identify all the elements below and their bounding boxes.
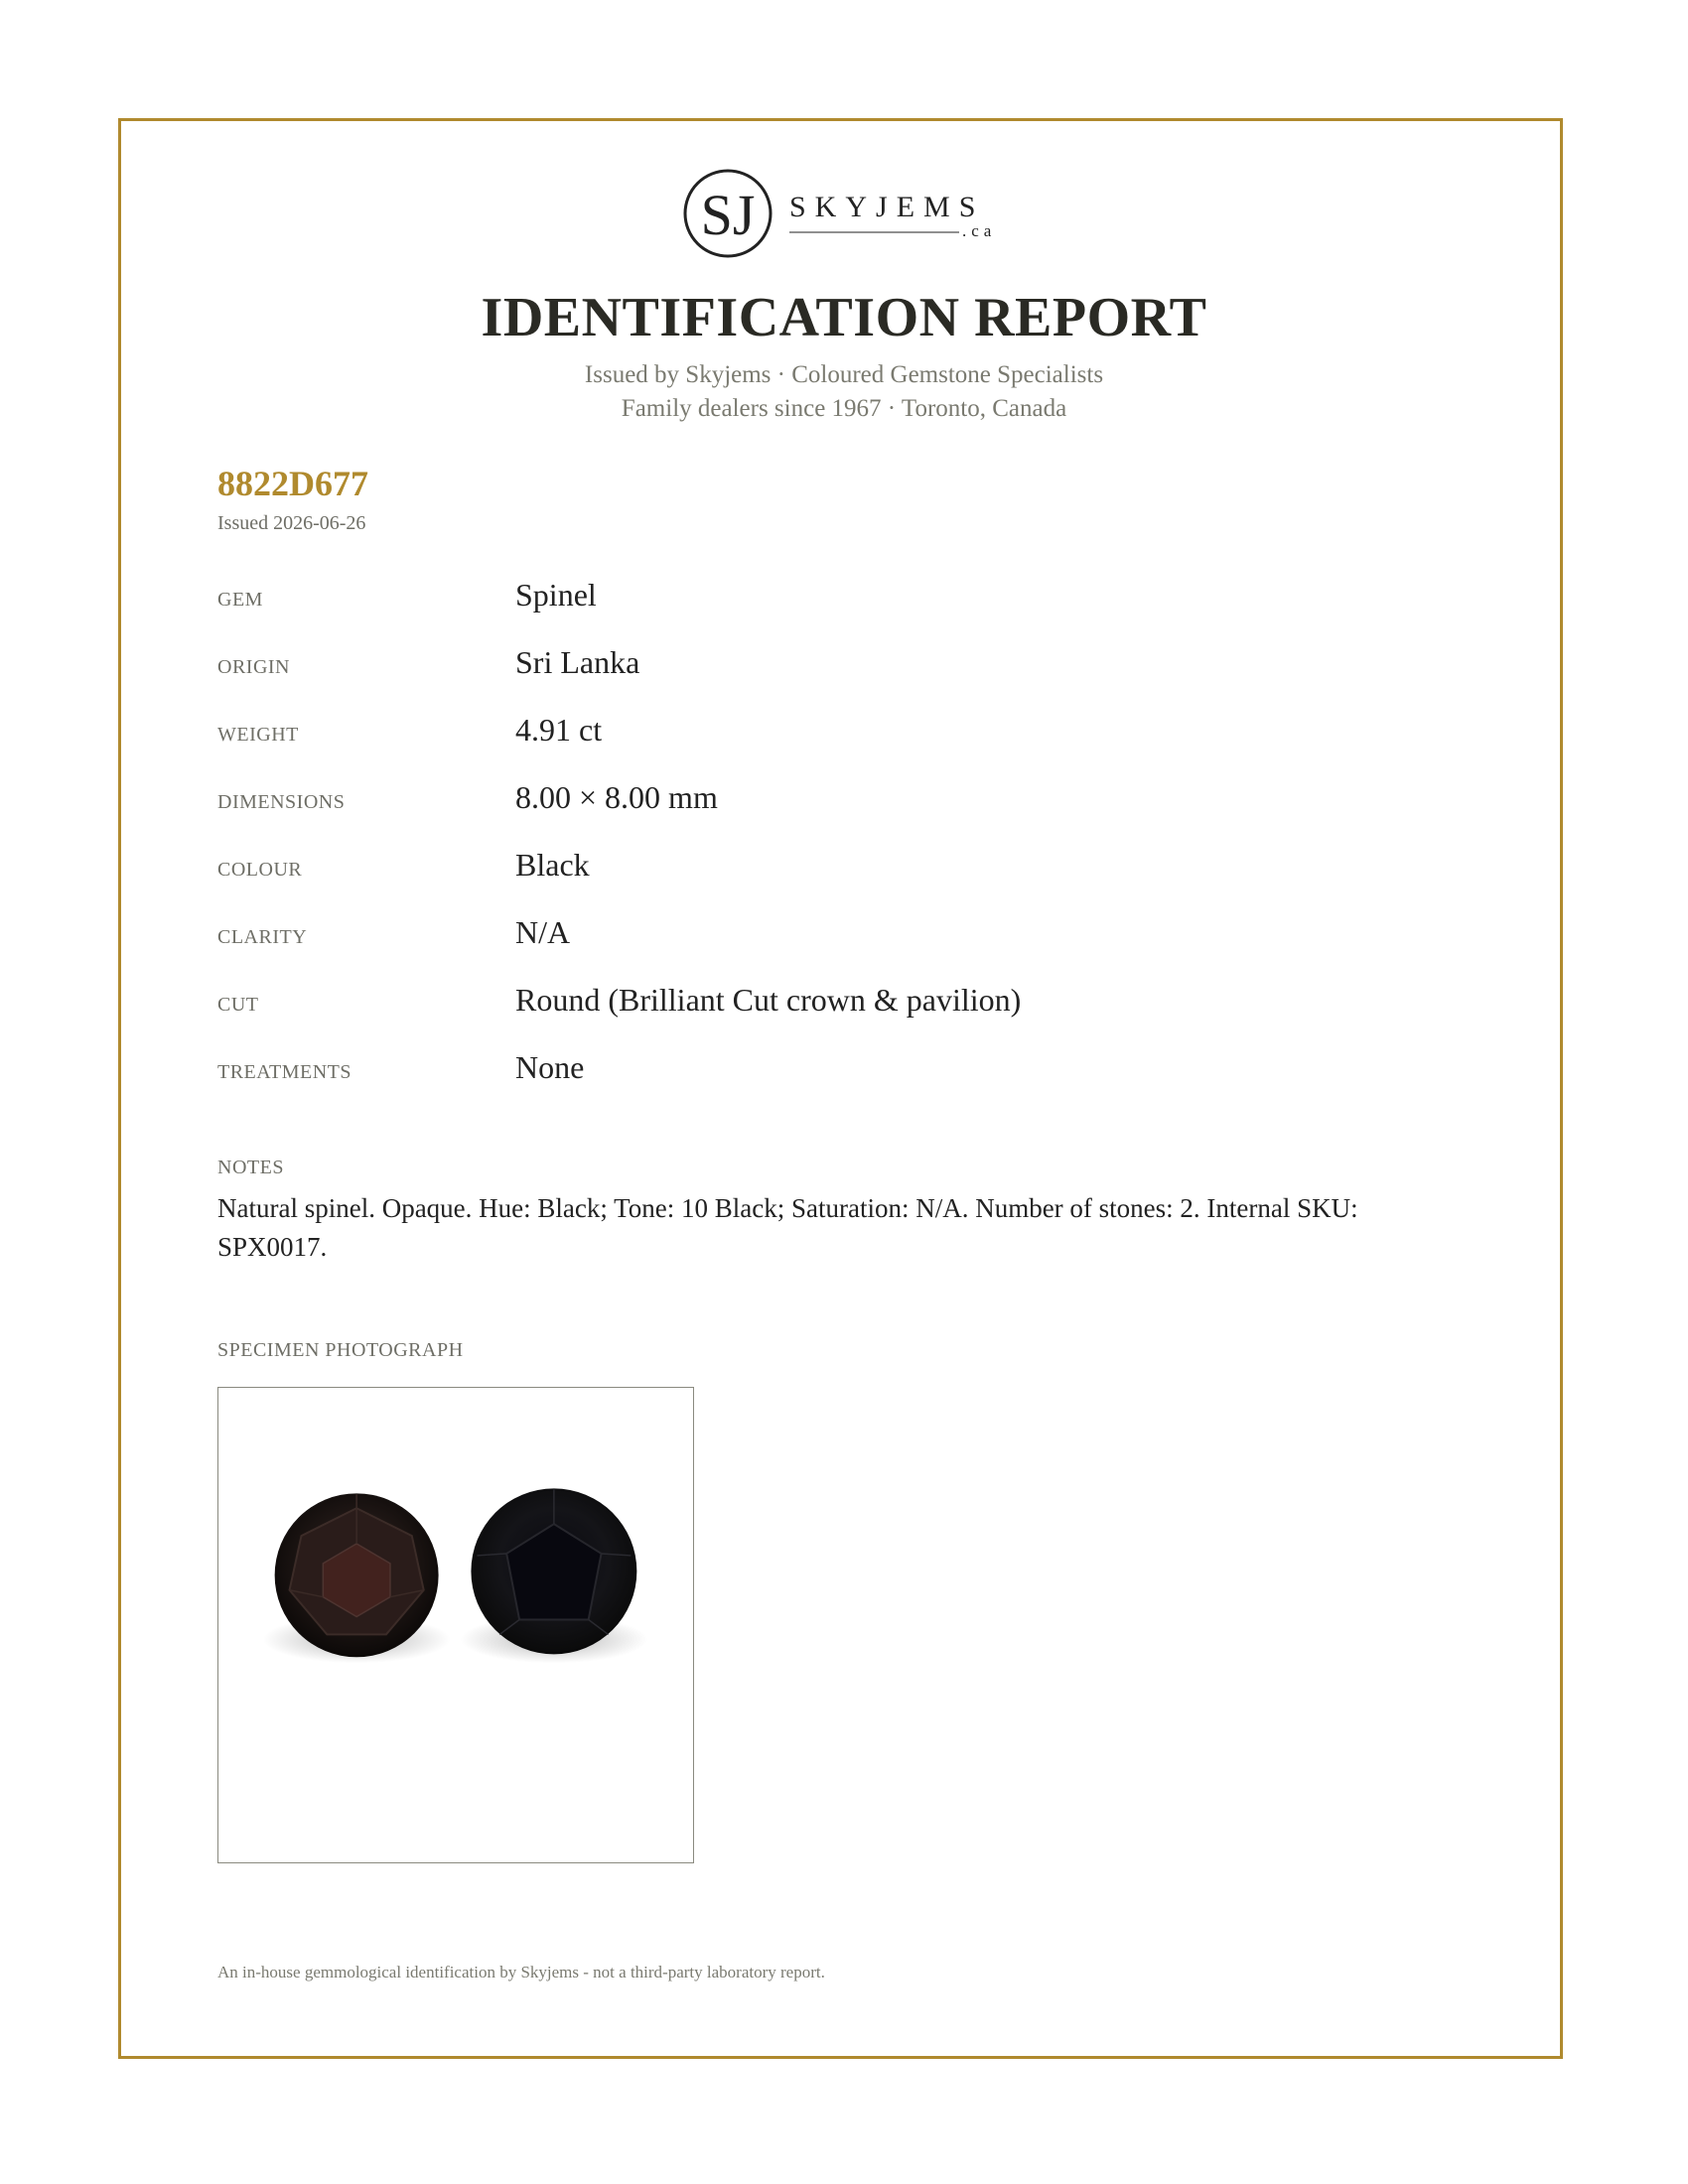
field-label-origin: ORIGIN — [217, 656, 290, 678]
report-id: 8822D677 — [217, 464, 368, 503]
field-value-weight: 4.91 ct — [515, 712, 603, 748]
field-value-origin: Sri Lanka — [515, 644, 640, 680]
field-value-dimensions: 8.00 × 8.00 mm — [515, 779, 718, 815]
report-subtitle-location: Family dealers since 1967 · Toronto, Canada — [621, 395, 1067, 422]
gemstone-left — [263, 1493, 451, 1663]
field-label-gem: GEM — [217, 589, 263, 611]
field-label-treatments: TREATMENTS — [217, 1061, 352, 1083]
photo-label: SPECIMEN PHOTOGRAPH — [217, 1339, 464, 1361]
footer-disclaimer: An in-house gemmological identification by Skyjems - not a third-party laboratory report. — [217, 1963, 825, 1981]
report-title: IDENTIFICATION REPORT — [481, 287, 1207, 348]
gemstone-right — [460, 1488, 647, 1663]
notes-label: NOTES — [217, 1157, 284, 1178]
logo-domain-suffix: .ca — [962, 221, 997, 240]
field-value-treatments: None — [515, 1049, 585, 1085]
specimen-photograph — [217, 1387, 694, 1863]
notes-text: Natural spinel. Opaque. Hue: Black; Tone: 10 Black; Saturation: N/A. Number of stones: 2. Internal SKU: SPX0017. — [217, 1193, 1358, 1262]
skyjems-logo — [683, 164, 1011, 263]
field-label-dimensions: DIMENSIONS — [217, 791, 346, 813]
field-value-cut: Round (Brilliant Cut crown & pavilion) — [515, 982, 1022, 1018]
logo-monogram: SJ — [700, 183, 756, 247]
issue-date: Issued 2026-06-26 — [217, 512, 366, 534]
field-label-colour: COLOUR — [217, 859, 303, 881]
report-subtitle-issuer: Issued by Skyjems · Coloured Gemstone Specialists — [584, 361, 1104, 388]
logo-brand-name: SKYJEMS — [789, 191, 985, 223]
field-label-clarity: CLARITY — [217, 926, 308, 948]
field-label-cut: CUT — [217, 994, 259, 1016]
field-value-colour: Black — [515, 847, 590, 883]
field-label-weight: WEIGHT — [217, 724, 299, 746]
field-value-gem: Spinel — [515, 577, 597, 613]
field-value-clarity: N/A — [515, 914, 571, 950]
